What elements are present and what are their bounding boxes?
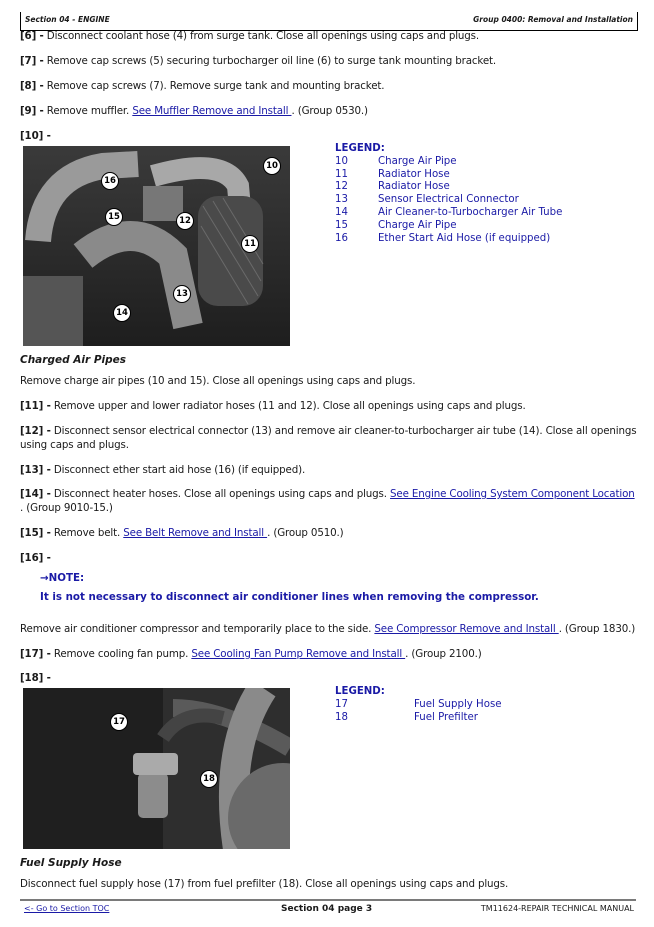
legend-num: 17	[335, 698, 348, 710]
step-text-after: . (Group 0510.)	[267, 527, 344, 539]
legend-figure-2	[335, 686, 502, 724]
callout-11: 11	[241, 235, 259, 253]
footer-divider	[20, 899, 636, 901]
legend-item	[335, 233, 562, 246]
legend-num: 11	[335, 168, 348, 180]
callout-15: 15	[105, 208, 123, 226]
figure-1-caption-text: Remove charge air pipes (10 and 15). Close all openings using caps and plugs.	[20, 375, 416, 387]
step-text: Disconnect ether start aid hose (16) (if equipped).	[50, 464, 306, 476]
legend-num: 13	[335, 194, 348, 206]
step-text: Remove air conditioner compressor and temporarily place to the side.	[20, 623, 375, 635]
step-text: Remove cap screws (5) securing turbocharger oil line (6) to surge tank mounting bracket.	[43, 55, 497, 67]
legend-item	[335, 207, 562, 220]
step-14	[20, 487, 640, 515]
fuel-filter-photo-illustration	[23, 688, 290, 849]
page-number: Section 04 page 3	[281, 904, 373, 914]
step-13	[20, 463, 640, 477]
step-text-after: . (Group 9010-15.)	[20, 502, 113, 514]
figure-2-caption: Fuel Supply Hose	[20, 857, 122, 869]
step-text: Remove cooling fan pump.	[50, 648, 192, 660]
legend-label: Charge Air Pipe	[378, 219, 457, 231]
step-text-after: . (Group 1830.)	[558, 623, 636, 635]
callout-12: 12	[176, 212, 194, 230]
legend-title: LEGEND:	[335, 686, 385, 697]
section-title: Section 04 - ENGINE	[25, 15, 110, 24]
step-text-after: . (Group 2100.)	[405, 648, 482, 660]
charged-air-pipes-photo	[23, 146, 290, 346]
callout-14: 14	[113, 304, 131, 322]
step-16-text	[20, 622, 640, 636]
step-9	[20, 104, 640, 118]
step-7	[20, 54, 640, 68]
callout-10: 10	[263, 157, 281, 175]
step-number: [6] -	[20, 30, 44, 42]
step-number: [15] -	[20, 527, 51, 539]
legend-num: 10	[335, 155, 348, 167]
step-16	[20, 551, 640, 565]
legend-item	[335, 194, 562, 207]
step-number: [18] -	[20, 672, 51, 684]
step-number: [13] -	[20, 464, 51, 476]
legend-num: 14	[335, 206, 348, 218]
step-6	[20, 29, 640, 43]
legend-label: Radiator Hose	[378, 181, 450, 193]
step-text: Disconnect heater hoses. Close all openings using caps and plugs.	[50, 488, 391, 500]
callout-16: 16	[101, 172, 119, 190]
callout-17: 17	[110, 713, 128, 731]
step-text-after: . (Group 0530.)	[291, 105, 368, 117]
legend-item	[335, 181, 562, 194]
legend-num: 18	[335, 711, 348, 723]
legend-item	[335, 699, 502, 712]
legend-item	[335, 169, 562, 182]
legend-num: 15	[335, 219, 348, 231]
manual-title: TM11624-REPAIR TECHNICAL MANUAL	[480, 904, 634, 913]
step-text: Remove cap screws (7). Remove surge tank and mounting bracket.	[43, 80, 385, 92]
step-number: [11] -	[20, 400, 51, 412]
step-10	[20, 129, 640, 143]
legend-item	[335, 712, 502, 725]
step-18	[20, 671, 640, 685]
step-number: [17] -	[20, 648, 51, 660]
step-17	[20, 647, 640, 661]
legend-label: Radiator Hose	[378, 168, 450, 180]
legend-label: Fuel Supply Hose	[414, 698, 502, 710]
engine-cooling-link[interactable]: See Engine Cooling System Component Location	[390, 488, 635, 500]
step-text: Remove upper and lower radiator hoses (11 and 12). Close all openings using caps and plugs.	[50, 400, 526, 412]
step-text: Remove belt.	[50, 527, 124, 539]
legend-label: Sensor Electrical Connector	[378, 194, 519, 206]
legend-num: 12	[335, 181, 348, 193]
legend-label: Air Cleaner-to-Turbocharger Air Tube	[378, 206, 563, 218]
legend-item	[335, 156, 562, 169]
step-number: [12] -	[20, 425, 51, 437]
step-number: [10] -	[20, 130, 51, 142]
step-number: [7] -	[20, 55, 44, 67]
legend-label: Fuel Prefilter	[414, 711, 478, 723]
legend-figure-1	[335, 143, 562, 245]
legend-label: Ether Start Aid Hose (if equipped)	[378, 232, 551, 244]
step-number: [16] -	[20, 552, 51, 564]
figure-1-caption: Charged Air Pipes	[20, 354, 126, 366]
cooling-fan-pump-link[interactable]: See Cooling Fan Pump Remove and Install	[191, 648, 406, 660]
fuel-supply-hose-photo	[23, 688, 290, 849]
step-text: Disconnect coolant hose (4) from surge tank. Close all openings using caps and plugs.	[43, 30, 480, 42]
step-number: [9] -	[20, 105, 44, 117]
legend-item	[335, 220, 562, 233]
legend-title: LEGEND:	[335, 143, 385, 154]
legend-label: Charge Air Pipe	[378, 155, 457, 167]
note-label: →NOTE:	[40, 572, 85, 584]
compressor-link[interactable]: See Compressor Remove and Install	[374, 623, 559, 635]
step-15	[20, 526, 640, 540]
step-8	[20, 79, 640, 93]
go-to-section-toc-link[interactable]: <- Go to Section TOC	[24, 904, 110, 913]
note-text: It is not necessary to disconnect air conditioner lines when removing the compressor.	[40, 591, 539, 603]
step-12	[20, 424, 640, 452]
callout-18: 18	[200, 770, 218, 788]
step-text: Remove muffler.	[43, 105, 133, 117]
step-number: [14] -	[20, 488, 51, 500]
step-text: Disconnect sensor electrical connector (13) and remove air cleaner-to-turbocharger air tube (14). Close all openings using caps and plugs.	[20, 425, 637, 451]
legend-num: 16	[335, 232, 348, 244]
callout-13: 13	[173, 285, 191, 303]
figure-2-caption-text: Disconnect fuel supply hose (17) from fuel prefilter (18). Close all openings using caps and plugs.	[20, 878, 509, 890]
step-number: [8] -	[20, 80, 44, 92]
muffler-link[interactable]: See Muffler Remove and Install	[132, 105, 292, 117]
belt-link[interactable]: See Belt Remove and Install	[123, 527, 268, 539]
step-11	[20, 399, 640, 413]
group-title: Group 0400: Removal and Installation	[473, 15, 633, 24]
